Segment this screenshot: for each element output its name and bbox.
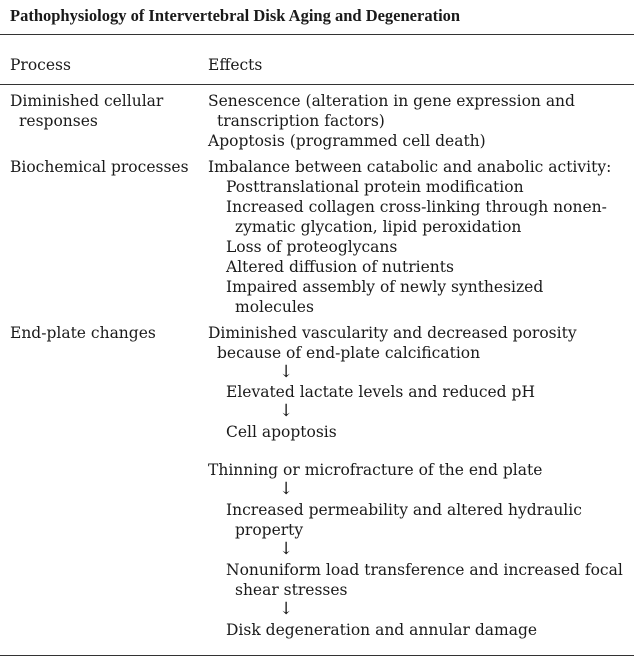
effect-line: molecules bbox=[235, 298, 314, 316]
effect-line: property bbox=[235, 521, 304, 539]
effect-line: Disk degeneration and annular damage bbox=[226, 621, 538, 639]
down-arrow-icon: ↓ bbox=[279, 362, 294, 382]
process-cell: End-plate changes bbox=[10, 324, 156, 342]
down-arrow-icon: ↓ bbox=[279, 599, 294, 619]
effect-line: Increased permeability and altered hydraulic bbox=[226, 501, 582, 519]
effect-line: Impaired assembly of newly synthesized bbox=[226, 278, 544, 296]
header-effects: Effects bbox=[208, 56, 263, 74]
down-arrow-icon: ↓ bbox=[279, 401, 294, 421]
effect-line: because of end-plate calcification bbox=[217, 344, 481, 362]
top-rule bbox=[0, 34, 634, 35]
effect-line: zymatic glycation, lipid peroxidation bbox=[235, 218, 522, 236]
header-process: Process bbox=[10, 56, 71, 74]
effect-line: Senescence (alteration in gene expression and bbox=[208, 92, 575, 110]
effect-line: shear stresses bbox=[235, 581, 348, 599]
header-rule bbox=[0, 84, 634, 85]
down-arrow-icon: ↓ bbox=[279, 479, 294, 499]
down-arrow-icon: ↓ bbox=[279, 539, 294, 559]
effect-line: Loss of proteoglycans bbox=[226, 238, 398, 256]
process-cell: Biochemical processes bbox=[10, 158, 189, 176]
effect-line: Increased collagen cross-linking through nonen- bbox=[226, 198, 607, 216]
process-cell: responses bbox=[19, 112, 98, 130]
effect-line: Nonuniform load transference and increased focal bbox=[226, 561, 623, 579]
bottom-rule bbox=[0, 655, 634, 656]
effect-line: Posttranslational protein modification bbox=[226, 178, 524, 196]
effect-line: Cell apoptosis bbox=[226, 423, 337, 441]
effect-line: Diminished vascularity and decreased porosity bbox=[208, 324, 577, 342]
process-cell: Diminished cellular bbox=[10, 92, 164, 110]
effect-line: Imbalance between catabolic and anabolic activity: bbox=[208, 158, 612, 176]
effect-line: transcription factors) bbox=[217, 112, 385, 130]
table-title: Pathophysiology of Intervertebral Disk Aging and Degeneration bbox=[10, 6, 461, 25]
effect-line: Apoptosis (programmed cell death) bbox=[208, 132, 486, 150]
effect-line: Elevated lactate levels and reduced pH bbox=[226, 383, 535, 401]
effect-line: Altered diffusion of nutrients bbox=[226, 258, 454, 276]
effect-line: Thinning or microfracture of the end plate bbox=[208, 461, 543, 479]
